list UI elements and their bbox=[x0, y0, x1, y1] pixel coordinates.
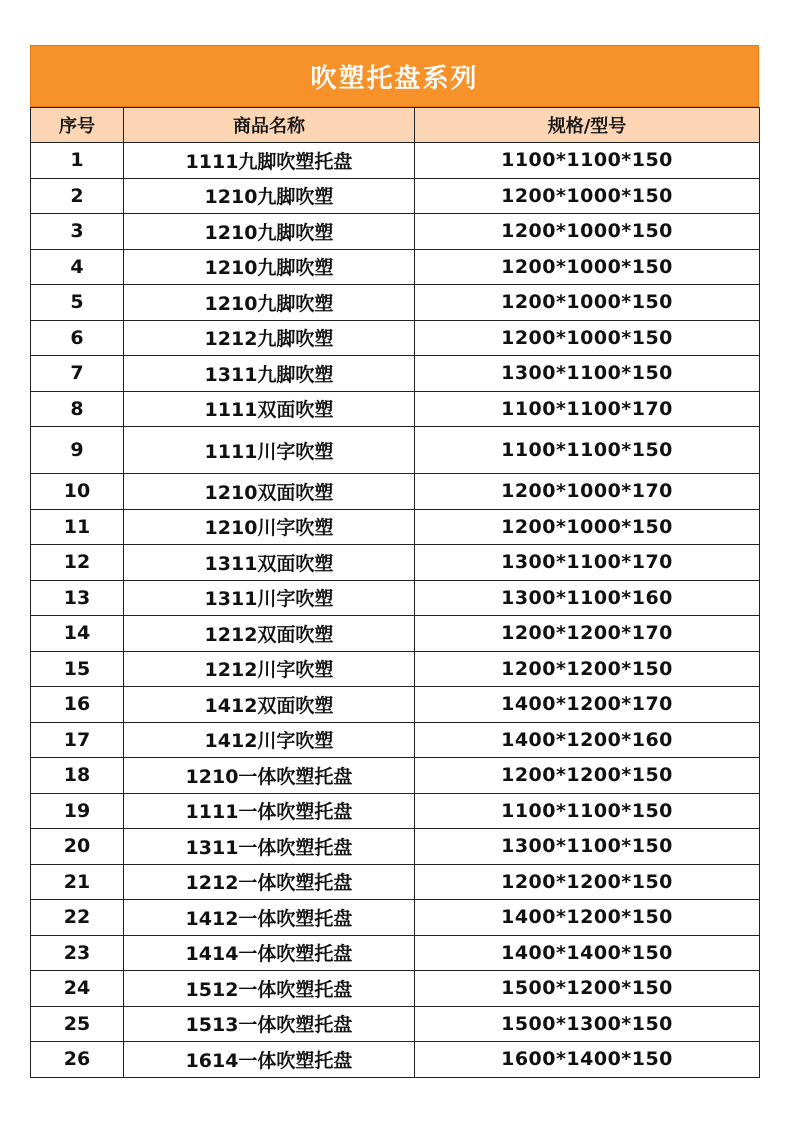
header-spec: 规格/型号 bbox=[415, 108, 760, 143]
table-row bbox=[31, 285, 760, 321]
cell-no: 7 bbox=[31, 356, 124, 392]
cell-name: 1210九脚吹塑 bbox=[124, 285, 415, 321]
cell-spec: 1100*1100*150 bbox=[415, 143, 760, 179]
cell-spec: 1200*1000*150 bbox=[415, 509, 760, 545]
cell-name: 1210川字吹塑 bbox=[124, 509, 415, 545]
cell-spec: 1100*1100*150 bbox=[415, 427, 760, 474]
table-row bbox=[31, 545, 760, 581]
cell-spec: 1500*1200*150 bbox=[415, 971, 760, 1007]
table-row bbox=[31, 214, 760, 250]
cell-name: 1210一体吹塑托盘 bbox=[124, 758, 415, 794]
header-row bbox=[31, 108, 760, 143]
table-row bbox=[31, 793, 760, 829]
table-row bbox=[31, 178, 760, 214]
cell-no: 19 bbox=[31, 793, 124, 829]
cell-no: 22 bbox=[31, 900, 124, 936]
table-row bbox=[31, 580, 760, 616]
cell-name: 1412双面吹塑 bbox=[124, 687, 415, 723]
cell-name: 1212双面吹塑 bbox=[124, 616, 415, 652]
cell-no: 21 bbox=[31, 864, 124, 900]
cell-no: 5 bbox=[31, 285, 124, 321]
cell-spec: 1300*1100*170 bbox=[415, 545, 760, 581]
table-row bbox=[31, 651, 760, 687]
table-row bbox=[31, 391, 760, 427]
cell-spec: 1200*1200*150 bbox=[415, 758, 760, 794]
table-row bbox=[31, 356, 760, 392]
cell-no: 8 bbox=[31, 391, 124, 427]
cell-name: 1311一体吹塑托盘 bbox=[124, 829, 415, 865]
cell-name: 1210双面吹塑 bbox=[124, 474, 415, 510]
cell-no: 18 bbox=[31, 758, 124, 794]
table-row bbox=[31, 900, 760, 936]
table-row bbox=[31, 829, 760, 865]
table-row bbox=[31, 758, 760, 794]
cell-spec: 1100*1100*150 bbox=[415, 793, 760, 829]
table-row bbox=[31, 616, 760, 652]
cell-name: 1614一体吹塑托盘 bbox=[124, 1042, 415, 1078]
cell-name: 1111一体吹塑托盘 bbox=[124, 793, 415, 829]
cell-name: 1212川字吹塑 bbox=[124, 651, 415, 687]
cell-name: 1210九脚吹塑 bbox=[124, 178, 415, 214]
table-row bbox=[31, 864, 760, 900]
cell-no: 12 bbox=[31, 545, 124, 581]
cell-spec: 1400*1200*170 bbox=[415, 687, 760, 723]
cell-spec: 1200*1000*150 bbox=[415, 320, 760, 356]
cell-name: 1212九脚吹塑 bbox=[124, 320, 415, 356]
cell-name: 1311川字吹塑 bbox=[124, 580, 415, 616]
cell-no: 15 bbox=[31, 651, 124, 687]
cell-name: 1212一体吹塑托盘 bbox=[124, 864, 415, 900]
cell-spec: 1400*1200*150 bbox=[415, 900, 760, 936]
cell-name: 1111九脚吹塑托盘 bbox=[124, 143, 415, 179]
product-table bbox=[30, 107, 760, 1078]
cell-spec: 1600*1400*150 bbox=[415, 1042, 760, 1078]
table-row bbox=[31, 687, 760, 723]
cell-no: 3 bbox=[31, 214, 124, 250]
cell-no: 6 bbox=[31, 320, 124, 356]
table-row bbox=[31, 249, 760, 285]
cell-name: 1412川字吹塑 bbox=[124, 722, 415, 758]
table-row bbox=[31, 509, 760, 545]
cell-name: 1210九脚吹塑 bbox=[124, 214, 415, 250]
cell-no: 2 bbox=[31, 178, 124, 214]
cell-name: 1111川字吹塑 bbox=[124, 427, 415, 474]
cell-no: 9 bbox=[31, 427, 124, 474]
cell-no: 25 bbox=[31, 1006, 124, 1042]
table-row bbox=[31, 1006, 760, 1042]
cell-no: 16 bbox=[31, 687, 124, 723]
cell-spec: 1200*1000*150 bbox=[415, 214, 760, 250]
product-sheet bbox=[30, 45, 759, 1078]
cell-name: 1311双面吹塑 bbox=[124, 545, 415, 581]
table-row bbox=[31, 143, 760, 179]
cell-spec: 1400*1200*160 bbox=[415, 722, 760, 758]
cell-name: 1512一体吹塑托盘 bbox=[124, 971, 415, 1007]
cell-spec: 1200*1000*150 bbox=[415, 285, 760, 321]
table-row bbox=[31, 474, 760, 510]
cell-name: 1513一体吹塑托盘 bbox=[124, 1006, 415, 1042]
cell-spec: 1200*1000*150 bbox=[415, 249, 760, 285]
sheet-title: 吹塑托盘系列 bbox=[30, 45, 759, 107]
cell-no: 20 bbox=[31, 829, 124, 865]
cell-name: 1414一体吹塑托盘 bbox=[124, 935, 415, 971]
cell-name: 1412一体吹塑托盘 bbox=[124, 900, 415, 936]
cell-name: 1311九脚吹塑 bbox=[124, 356, 415, 392]
table-row bbox=[31, 427, 760, 474]
cell-spec: 1300*1100*160 bbox=[415, 580, 760, 616]
cell-no: 26 bbox=[31, 1042, 124, 1078]
cell-no: 23 bbox=[31, 935, 124, 971]
cell-spec: 1300*1100*150 bbox=[415, 829, 760, 865]
header-name: 商品名称 bbox=[124, 108, 415, 143]
cell-no: 10 bbox=[31, 474, 124, 510]
cell-spec: 1500*1300*150 bbox=[415, 1006, 760, 1042]
cell-no: 17 bbox=[31, 722, 124, 758]
table-row bbox=[31, 971, 760, 1007]
cell-spec: 1200*1200*150 bbox=[415, 651, 760, 687]
cell-name: 1111双面吹塑 bbox=[124, 391, 415, 427]
table-row bbox=[31, 935, 760, 971]
cell-spec: 1200*1200*150 bbox=[415, 864, 760, 900]
table-row bbox=[31, 722, 760, 758]
table-body bbox=[31, 143, 760, 1078]
cell-no: 11 bbox=[31, 509, 124, 545]
cell-spec: 1100*1100*170 bbox=[415, 391, 760, 427]
cell-spec: 1200*1000*150 bbox=[415, 178, 760, 214]
cell-spec: 1200*1200*170 bbox=[415, 616, 760, 652]
cell-spec: 1400*1400*150 bbox=[415, 935, 760, 971]
cell-no: 24 bbox=[31, 971, 124, 1007]
cell-name: 1210九脚吹塑 bbox=[124, 249, 415, 285]
table-row bbox=[31, 320, 760, 356]
cell-no: 14 bbox=[31, 616, 124, 652]
header-no: 序号 bbox=[31, 108, 124, 143]
table-row bbox=[31, 1042, 760, 1078]
cell-spec: 1300*1100*150 bbox=[415, 356, 760, 392]
cell-no: 4 bbox=[31, 249, 124, 285]
cell-no: 1 bbox=[31, 143, 124, 179]
cell-spec: 1200*1000*170 bbox=[415, 474, 760, 510]
cell-no: 13 bbox=[31, 580, 124, 616]
